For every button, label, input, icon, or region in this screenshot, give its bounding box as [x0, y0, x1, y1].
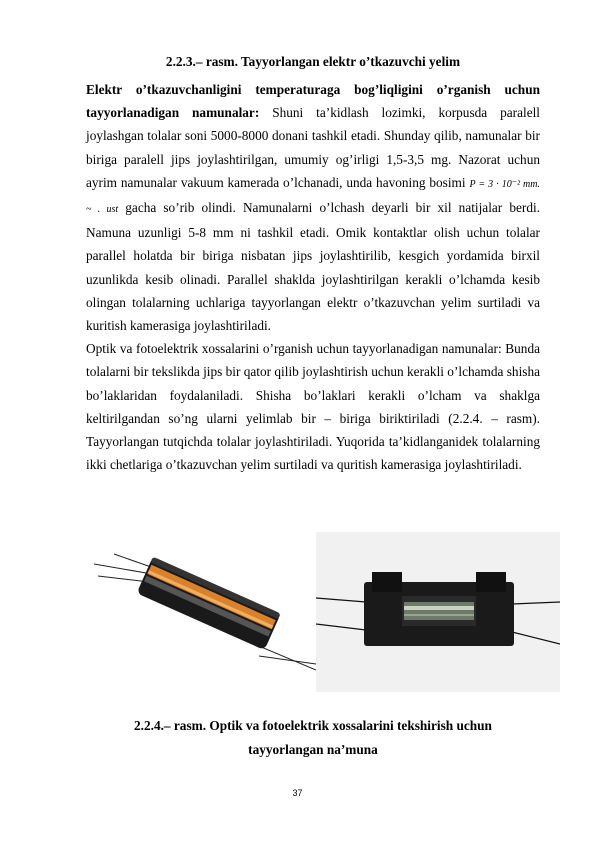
figure-caption-bottom	[86, 714, 540, 762]
sample-holder-black	[364, 572, 514, 646]
paragraph-1-text-a: Shuni ta’kidlash lozimki, korpusda paralell joylashgan tolalar soni 5000-8000 donani tashkil etadi. Shunday qilib, namunalar bir biriga paralell jips joylashtirilgan, umumiy og’irligi 1,5-3,5 mg. Nazorat uchun ayrim namunalar vakuum kamerada o’lchanadi, unda havoning bosimi	[86, 105, 540, 190]
figure-photos	[86, 530, 560, 692]
sample-holder-tilted	[137, 557, 281, 650]
paragraph-1-text-b: gacha so’rib olindi. Namunalarni o’lchash deyarli bir xil natijalar berdi. Namuna uzunligi 5-8 mm ni tashkil etadi. Omik kontaktlar olish uchun tolalar parallel holatda bir biriga nisbatan jips joylashtirilib, kesgich yordamida birxil uzunlikda kesib olinadi. Parallel shaklda joylashtirilgan kerakli o’lchamda kesib olingan tolalarning uchlariga tayyorlangan elektr o’tkazuvchan yelim surtiladi va kuritish kamerasiga joylashtiriladi.	[86, 200, 540, 334]
caption-bottom-line2: tayyorlangan na’muna	[248, 742, 378, 757]
sample-photo-left	[94, 544, 316, 674]
sample-photo-right	[316, 532, 560, 692]
figure-caption-top: 2.2.3.– rasm. Tayyorlangan elektr o’tkazuvchi yelim	[165, 54, 461, 69]
paragraph-1	[86, 78, 540, 337]
paragraph-2: Optik va fotoelektrik xossalarini o’rganish uchun tayyorlanadigan namunalar: Bunda tolalarni bir tekslikda jips bir qator qilib joylashtirish uchun kerakli o’lchamda shisha bo’laklaridan foydalaniladi. Shisha bo’laklari kerakli o’lcham va shaklga keltirilgandan so’ng ularni yelimlab bir – biriga biriktiriladi (2.2.4. – rasm). Tayyorlangan tutqichda tolalar joylashtiriladi. Yuqorida ta’kidlanganidek tolalarning ikki chetlariga o’tkazuvchan yelim surtiladi va quritish kamerasiga joylashtiriladi.	[86, 341, 540, 473]
page-number: 37	[292, 788, 303, 798]
paragraph-1-lead: Elektr o’tkazuvchanligini temperaturaga bog’liqligini o’rganish uchun tayyorlanadigan namunalar:	[86, 82, 540, 121]
caption-bottom-line1: 2.2.4.– rasm. Optik va fotoelektrik xossalarini tekshirish uchun	[134, 718, 492, 733]
body-text	[86, 78, 540, 476]
pressure-formula: P = 3 · 10⁻² mm. ~ . ust	[86, 178, 540, 216]
